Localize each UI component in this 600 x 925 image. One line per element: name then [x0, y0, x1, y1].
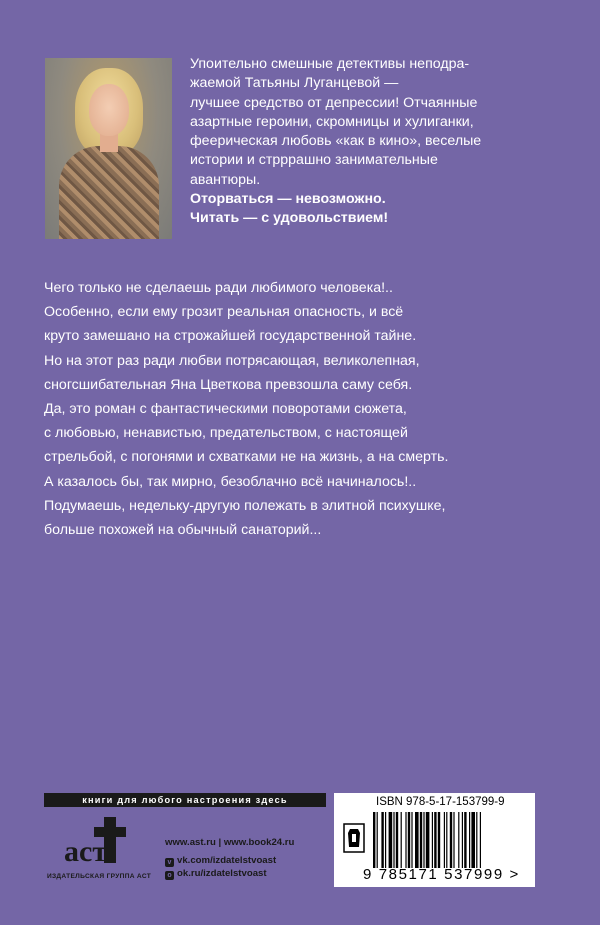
- intro-line: истории и стрррашно занимательные: [190, 152, 438, 169]
- ok-text: ok.ru/izdatelstvoast: [177, 868, 267, 879]
- ean-digits: 9 785171 537999 >: [363, 866, 520, 883]
- websites: www.ast.ru | www.book24.ru: [165, 837, 295, 848]
- story-line: Но на этот раз ради любви потрясающая, великолепная,: [44, 352, 420, 369]
- intro-bold-line: Оторваться — невозможно.: [190, 191, 386, 208]
- story-line: А казалось бы, так мирно, безоблачно всё начиналось!..: [44, 473, 417, 490]
- author-photo: [45, 58, 172, 239]
- intro-line: Упоительно смешные детективы неподра-: [190, 56, 470, 72]
- intro-line: лучшее средство от депрессии! Отчаянные: [190, 94, 478, 111]
- lantern-icon: [343, 823, 365, 853]
- story-line: круто замешано на строжайшей государственной тайне.: [44, 328, 417, 345]
- intro-line: феерическая любовь «как в кино», веселые: [190, 133, 482, 150]
- story-line: Чего только не сделаешь ради любимого человека!..: [44, 280, 393, 296]
- intro-bold-line: Читать — с удовольствием!: [190, 210, 389, 227]
- ok-icon: o: [165, 871, 174, 880]
- ok-link[interactable]: [165, 868, 267, 880]
- ast-logo: [60, 815, 130, 867]
- story-line: Да, это роман с фантастическими поворотами сюжета,: [44, 401, 407, 418]
- intro-line: авантюры.: [190, 171, 261, 188]
- tagline-strip: книги для любого настроения здесь: [44, 793, 326, 807]
- story-line: Особенно, если ему грозит реальная опасность, и всё: [44, 304, 404, 321]
- intro-text: [190, 55, 570, 229]
- vk-text: vk.com/izdatelstvoast: [177, 855, 277, 866]
- vk-link[interactable]: [165, 855, 276, 867]
- logo-text: аст: [64, 835, 108, 867]
- story-line: сногсшибательная Яна Цветкова превзошла саму себя.: [44, 376, 413, 393]
- barcode: [373, 812, 525, 868]
- story-line: с любовью, ненавистью, предательством, с настоящей: [44, 425, 408, 442]
- intro-line: азартные героини, скромницы и хулиганки,: [190, 113, 474, 130]
- story-line: Подумаешь, недельку-другую полежать в элитной психушке,: [44, 497, 446, 514]
- publisher-name: ИЗДАТЕЛЬСКАЯ ГРУППА АСТ: [46, 873, 152, 880]
- isbn-number: ISBN 978-5-17-153799-9: [376, 796, 505, 808]
- story-line: стрельбой, с погонями и схватками не на жизнь, а на смерть.: [44, 449, 449, 466]
- vk-icon: v: [165, 858, 174, 867]
- story-text: [44, 276, 564, 542]
- story-line: больше похожей на обычный санаторий...: [44, 522, 322, 539]
- intro-line: жаемой Татьяны Луганцевой —: [190, 75, 399, 92]
